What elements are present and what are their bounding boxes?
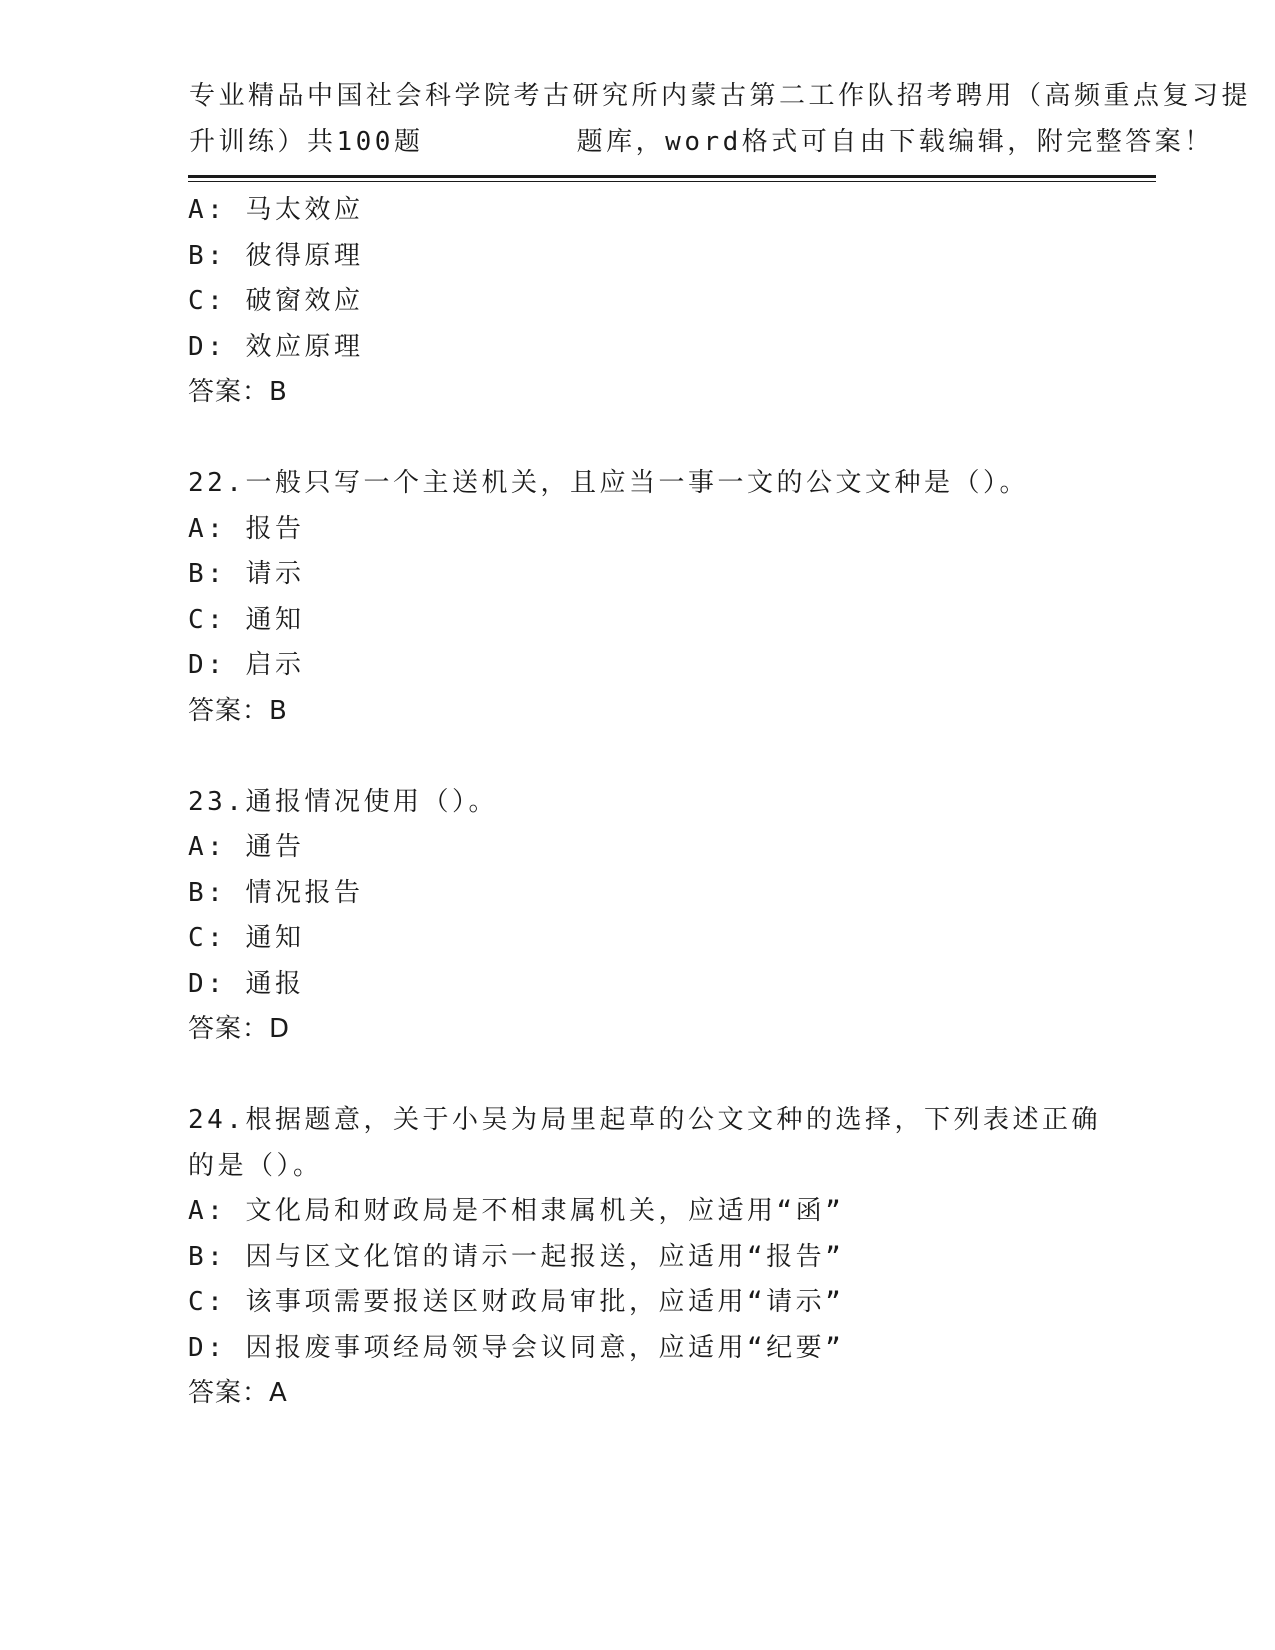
answer: 答案：B bbox=[188, 377, 288, 407]
question-text-line-1: 24.根据题意，关于小吴为局里起草的公文文种的选择，下列表述正确 bbox=[188, 1105, 1101, 1135]
option-a: A: 报告 bbox=[188, 513, 305, 544]
option-d: D: 启示 bbox=[188, 650, 305, 680]
header-line-2: 升训练）共100题 题库，word格式可自由下载编辑，附完整答案！ bbox=[189, 126, 1214, 157]
option-d: D: 通报 bbox=[188, 968, 305, 999]
answer: 答案：B bbox=[188, 695, 288, 726]
question-text-line-2: 的是（）。 bbox=[188, 1150, 323, 1181]
question-block-21 bbox=[188, 188, 1088, 416]
question-block-23 bbox=[188, 780, 1088, 1053]
question-text: 23.通报情况使用（）。 bbox=[188, 786, 498, 817]
option-b: B: 因与区文化馆的请示一起报送，应适用“报告” bbox=[188, 1241, 845, 1272]
answer: 答案：A bbox=[188, 1378, 288, 1408]
option-b: B: 情况报告 bbox=[188, 877, 364, 908]
option-c: C: 通知 bbox=[188, 923, 305, 953]
question-list bbox=[188, 188, 1101, 1417]
option-b: B: 请示 bbox=[188, 559, 305, 589]
option-d: D: 效应原理 bbox=[188, 331, 364, 362]
header-divider-thick bbox=[188, 175, 1156, 178]
question-block-22 bbox=[188, 461, 1088, 734]
option-a: A: 文化局和财政局是不相隶属机关，应适用“函” bbox=[188, 1196, 845, 1226]
option-d: D: 因报废事项经局领导会议同意，应适用“纪要” bbox=[188, 1332, 845, 1363]
option-c: C: 通知 bbox=[188, 604, 305, 635]
option-c: C: 该事项需要报送区财政局审批，应适用“请示” bbox=[188, 1287, 845, 1317]
header-line-1: 专业精品中国社会科学院考古研究所内蒙古第二工作队招考聘用（高频重点复习提 bbox=[189, 81, 1252, 111]
option-b: B: 彼得原理 bbox=[188, 240, 364, 271]
option-a: A: 马太效应 bbox=[188, 195, 364, 225]
question-text: 22.一般只写一个主送机关，且应当一事一文的公文文种是（）。 bbox=[188, 468, 1029, 498]
question-block-24 bbox=[188, 1098, 1101, 1417]
answer: 答案：D bbox=[188, 1014, 291, 1044]
header-divider-thin bbox=[188, 181, 1156, 182]
option-a: A: 通告 bbox=[188, 832, 305, 862]
document-header bbox=[189, 74, 1252, 165]
option-c: C: 破窗效应 bbox=[188, 286, 364, 316]
